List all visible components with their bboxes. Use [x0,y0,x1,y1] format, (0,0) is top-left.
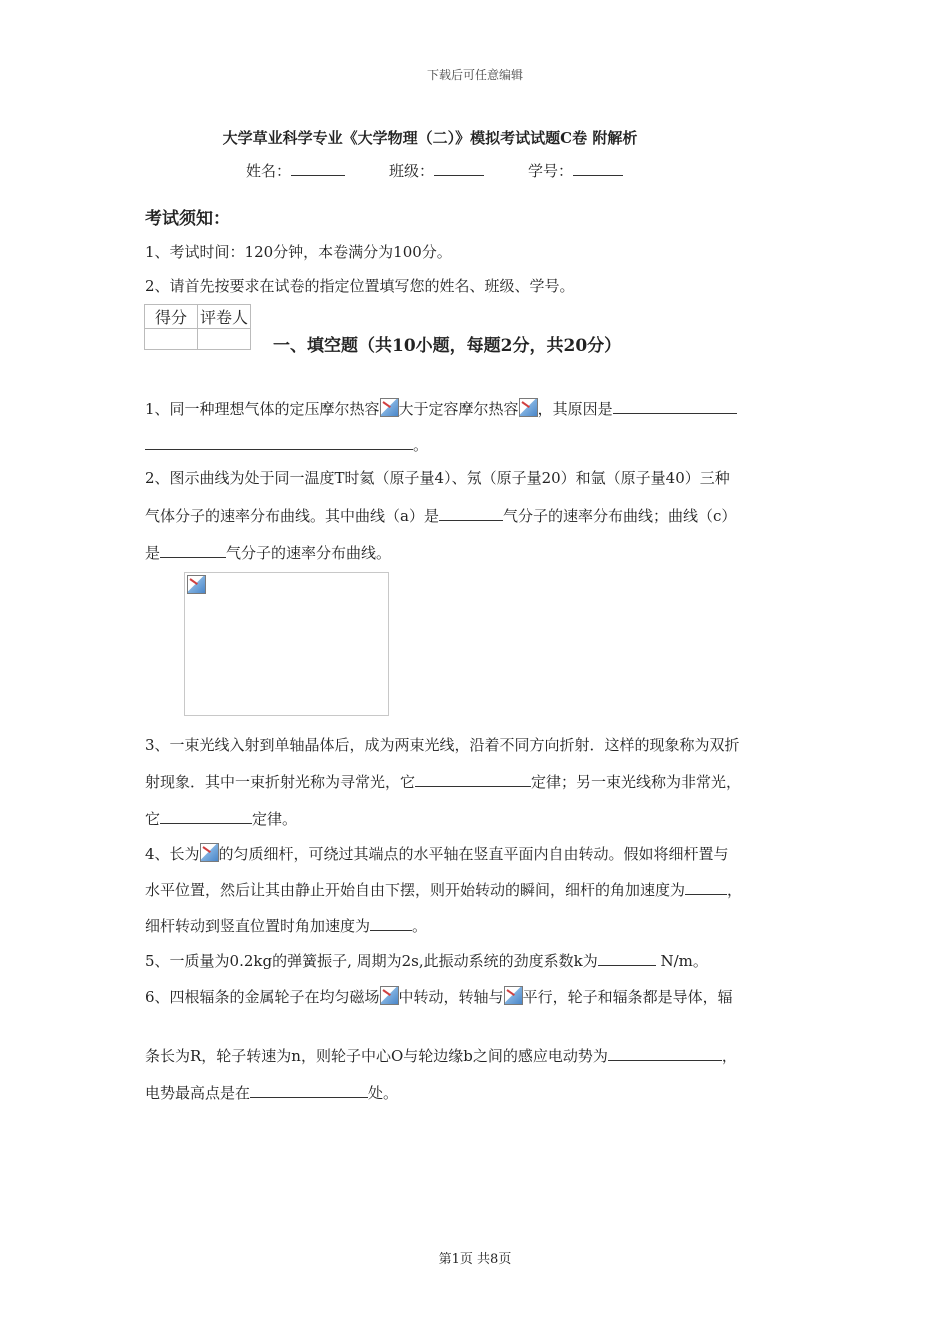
notice-item-2: 2、请首先按要求在试卷的指定位置填写您的姓名、班级、学号。 [145,277,575,295]
grader-header: 评卷人 [198,305,251,329]
answer-blank[interactable] [370,915,412,931]
image-placeholder-icon [519,398,538,417]
notice-item-1: 1、考试时间：120分钟，本卷满分为100分。 [145,243,452,261]
question-1-line-2: 。 [145,434,428,455]
id-field[interactable] [528,160,623,181]
section-title: 一、填空题（共10小题，每题2分，共20分） [273,336,622,356]
image-placeholder-icon [380,986,399,1005]
score-cell[interactable] [145,329,198,350]
score-header: 得分 [145,305,198,329]
name-label: 姓名： [246,162,292,180]
notice-heading: 考试须知： [145,209,230,229]
question-2-line-1: 2、图示曲线为处于同一温度T时氦（原子量4）、氖（原子量20）和氩（原子量40）三种 [145,469,730,487]
question-6-line-3: 电势最高点是在 处。 [145,1084,399,1102]
class-blank[interactable] [434,160,484,176]
page-footer: 第1页 共8页 [438,1252,512,1267]
class-field[interactable] [389,160,484,181]
question-4-line-2: 水平位置，然后让其由静止开始自由下摆，则开始转动的瞬间，细杆的角加速度为 ， [145,881,743,899]
question-6-line-2: 条长为R，轮子转速为n，则轮子中心O与轮边缘b之间的感应电动势为 ， [145,1047,737,1065]
class-label: 班级： [389,162,435,180]
speed-distribution-figure [184,572,389,716]
answer-blank[interactable] [160,542,226,558]
question-3-line-1: 3、一束光线入射到单轴晶体后，成为两束光线，沿着不同方向折射．这样的现象称为双折 [145,736,740,754]
image-placeholder-icon [200,843,219,862]
question-4-line-3: 细杆转动到竖直位置时角加速度为 。 [145,917,428,935]
answer-blank[interactable] [598,950,656,966]
answer-blank[interactable] [250,1082,368,1098]
id-blank[interactable] [573,160,623,176]
header-note: 下载后可任意编辑 [426,68,523,82]
answer-blank[interactable] [415,771,531,787]
answer-blank[interactable] [608,1045,722,1061]
answer-blank[interactable] [613,398,737,414]
question-2-line-2: 气体分子的速率分布曲线。其中曲线（a）是 气分子的速率分布曲线；曲线（c） [145,507,737,525]
question-4-line-1: 4、长为 的匀质细杆，可绕过其端点的水平轴在竖直平面内自由转动。假如将细杆置与 [145,845,729,863]
grader-cell[interactable] [198,329,251,350]
document-title: 大学草业科学专业《大学物理（二）》模拟考试试题C卷 附解析 [222,129,638,147]
answer-blank[interactable] [160,808,252,824]
question-3-line-2: 射现象．其中一束折射光称为寻常光，它 定律；另一束光线称为非常光， [145,773,742,791]
question-5-line-1: 5、一质量为0.2kg的弹簧振子, 周期为2s,此振动系统的劲度系数k为 N/m。 [145,952,708,970]
image-placeholder-icon [187,575,206,594]
question-3-line-3: 它 定律。 [145,810,298,828]
id-label: 学号： [528,162,574,180]
question-6-line-1: 6、四根辐条的金属轮子在均匀磁场 中转动，转轴与 平行，轮子和辐条都是导体，辐 [145,988,733,1006]
answer-blank[interactable] [685,879,727,895]
question-2-line-3: 是 气分子的速率分布曲线。 [145,544,392,562]
image-placeholder-icon [380,398,399,417]
name-field[interactable] [246,160,345,181]
image-placeholder-icon [504,986,523,1005]
name-blank[interactable] [291,160,345,176]
score-table [144,304,251,350]
answer-blank[interactable] [145,434,413,450]
answer-blank[interactable] [439,505,503,521]
student-info-row [246,160,623,181]
question-1-line-1: 1、同一种理想气体的定压摩尔热容 大于定容摩尔热容 ，其原因是 [145,398,737,419]
